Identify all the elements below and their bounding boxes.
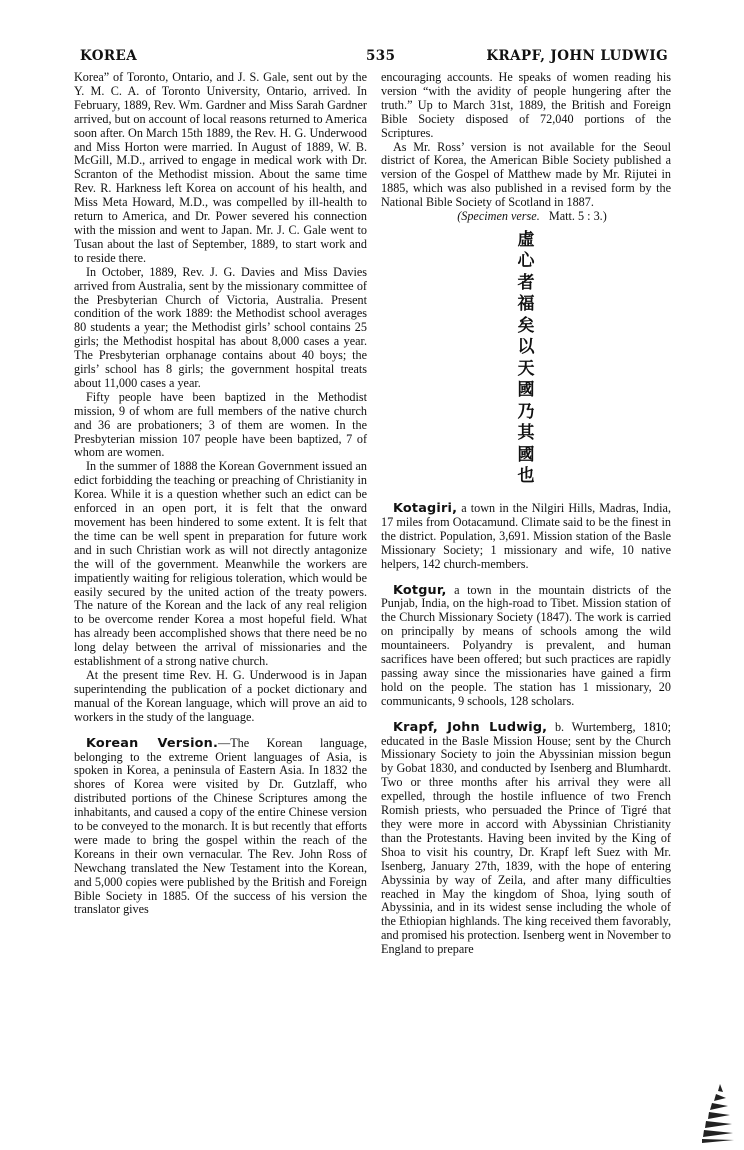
corner-ornament-icon <box>700 1082 736 1144</box>
right-column <box>381 71 671 957</box>
entry-kotgur <box>381 584 671 709</box>
specimen-character: 虛 <box>517 229 535 250</box>
running-head-right: KRAPF, JOHN LUDWIG <box>486 48 668 64</box>
specimen-character: 以 <box>517 337 535 358</box>
paragraph: Fifty people have been baptized in the Methodist mission, 9 of whom are full members of the native church and 36 are probationers; 3 of them are women. In the Presbyterian mission 107 people have been baptized, 7 of whom are women. <box>74 389 367 460</box>
paragraph: At the present time Rev. H. G. Underwood is in Japan superintending the publication of a pocket dictionary and manual of the Korean language, which will prove an aid to workers in the study of the language. <box>74 667 367 724</box>
paragraph: As Mr. Ross’ version is not available for the Seoul district of Korea, the American Bible Society published a version of the Gospel of Matthew made by Mr. Rijutei in 1885, which was also published in a revised form by the National Bible Society of Scotland in 1887. <box>381 139 671 210</box>
specimen-caption <box>381 210 671 224</box>
entry-kotagiri <box>381 502 671 572</box>
entry-headword: Kotgur, <box>393 582 447 598</box>
specimen-verse-characters <box>381 230 671 488</box>
entry-text: a town in the Nilgiri Hills, Madras, India, 17 miles from Ootacamund. Climate said to be the finest in the district. Population, 3,691. Mission station of the Basle Missionary Society; 1 missionary and wife, 10 native helpers, 142 church-members. <box>381 500 671 571</box>
entry-headword: Korean Version. <box>86 735 219 751</box>
specimen-character: 者 <box>517 272 535 293</box>
specimen-character: 福 <box>517 294 535 315</box>
specimen-character: 乃 <box>517 401 535 422</box>
entry-text: a town in the mountain districts of the Punjab, India, on the high-road to Tibet. Mission station of the Church Missionary Society (1847). The work is carried on principally by means of schools among the wild mountaineers. Polyandry is prevalent, and human sacrifices have been offered; but such practices are rapidly passing away since the missionaries have gained a firm hold on the people. The station has 1 missionary, 20 communicants, 9 schools, 128 scholars. <box>381 582 671 708</box>
specimen-reference: Matt. 5 : 3.) <box>548 209 607 224</box>
paragraph: In the summer of 1888 the Korean Government issued an edict forbidding the teaching or preaching of Christianity in Korea. While it is a question whether such an edict can be enforced in an open port, it is felt that the onward movement has been hindered to some extent. It is felt that the time can be well spent in preparation for future work and in such Christian work as will not directly antagonize the will of the government. Meanwhile the workers are impatiently waiting for religious toleration, which would be easily secured by the united action of the treaty powers. The nature of the Korean and the lack of any real religion to be overcome render Korea a most hopeful field. What has already been accomplished shows that there need be no long delay between the arrival of missionaries and the establishment of a strong native church. <box>74 459 367 669</box>
entry-korean-version <box>74 737 367 918</box>
page-number: 535 <box>366 48 396 64</box>
specimen-character: 心 <box>517 251 535 272</box>
left-column <box>74 71 367 917</box>
entry-headword: Krapf, John Ludwig, <box>393 719 548 735</box>
paragraph: In October, 1889, Rev. J. G. Davies and Miss Davies arrived from Australia, sent by the missionary committee of the Presbyterian Church of Victoria, Australia. Present condition of the work 1889: the Methodist school averages 80 students a year; the Methodist girls’ school contains 25 girls; the Methodist hospital has about 8,000 cases a year. The Presbyterian orphanage contains about 40 boys; the girls’ school has 8 girls; the government hospital treats about 11,000 cases a year. <box>74 264 367 390</box>
paragraph: Korea” of Toronto, Ontario, and J. S. Gale, sent out by the Y. M. C. A. of Toronto University, Ontario, arrived. In February, 1889, Rev. Wm. Gardner and Miss Sarah Gardner arrived, but on account of local reasons returned to America soon after. On March 15th 1889, the Rev. H. G. Underwood and Miss Horton were married. In August of 1889, W. B. McGill, M.D., arrived to engage in medical work with Dr. Scranton of the Methodist mission. About the same time Rev. R. Harkness left Korea on account of his health, and Miss Meta Howard, M.D., was compelled by ill-health to return to America, and Dr. Power severed his connection with the mission and went to Japan. Mr. J. C. Gale went to Tusan about the last of September, 1889, to start work and to reside there. <box>74 70 367 265</box>
specimen-character: 矣 <box>517 315 535 336</box>
entry-krapf <box>381 721 671 957</box>
entry-text: b. Wurtemberg, 1810; educated in the Basle Mission House; sent by the Church Missionary Society to join the Abyssinian mission begun by Gobat 1830, and conducted by Isenberg and Blumhardt. Two or three months after his arrival they were all expelled, through the hostile influence of two French Romish priests, who persuaded the Prince of Tigré that they were more in accord with Abyssinian Christianity than the Protestants. Having been invited by the King of Shoa to visit his country, Dr. Krapf left Suez with Mr. Isenberg, January 27th, 1839, with the hope of entering Abyssinia by way of Zeila, and after many difficulties reached in May the kingdom of Shoa, lying south of Abyssinia, and in its widest sense including the whole of the Ethiopian highlands. The king received them favorably, and promised his protection. Isenberg went in November to England to prepare <box>381 719 671 957</box>
entry-headword: Kotagiri, <box>393 500 458 516</box>
specimen-character: 天 <box>517 358 535 379</box>
specimen-character: 國 <box>517 444 535 465</box>
paragraph: encouraging accounts. He speaks of women reading his version “with the avidity of people hungering after the truth.” Up to March 31st, 1889, the British and Foreign Bible Society disposed of 72,040 portions of the Scriptures. <box>381 70 671 140</box>
running-head-left: KOREA <box>80 48 138 64</box>
entry-text: —The Korean language, belonging to the extreme Orient languages of Asia, is spoken in Korea, a peninsula of Eastern Asia. In 1832 the shores of Korea were visited by Dr. Gutzlaff, who distributed portions of the Chinese Scriptures among the inhabitants, and caused a copy of the entire Chinese version to be conveyed to the monarch. It is but recently that efforts were made to bring the gospel within the reach of the Koreans in their own vernacular. The Rev. John Ross of Newchang translated the New Testament into the Korean, and 5,000 copies were published by the British and Foreign Bible Society in 1885. Of the success of his version the translator gives <box>74 735 367 917</box>
specimen-character: 國 <box>517 380 535 401</box>
specimen-label: (Specimen verse. <box>457 209 540 224</box>
specimen-character: 也 <box>517 466 535 487</box>
specimen-character: 其 <box>517 423 535 444</box>
